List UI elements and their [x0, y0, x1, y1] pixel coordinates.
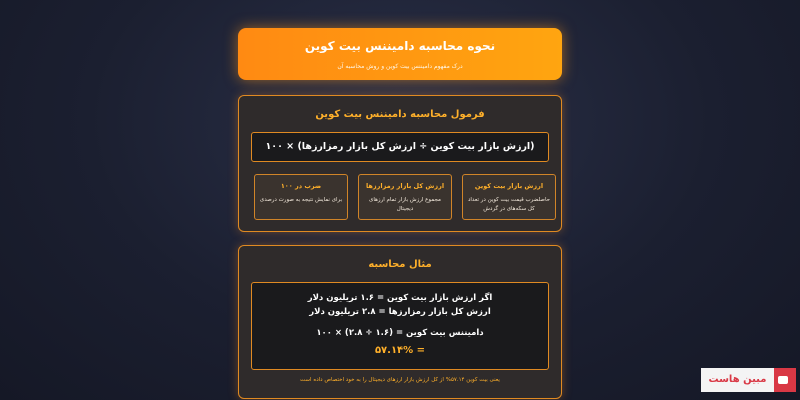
- component-box-total-market: [358, 174, 452, 220]
- component-desc: حاصلضرب قیمت بیت کوین در تعداد کل سکه‌های در گردش: [467, 197, 551, 212]
- formula-box: [251, 132, 549, 162]
- example-box: [251, 282, 549, 370]
- component-box-market-cap: [462, 174, 556, 220]
- component-box-multiply: [254, 174, 348, 220]
- component-title: ارزش بازار بیت کوین: [474, 182, 544, 190]
- header-banner: [238, 28, 562, 80]
- example-line-calculation: دامیننس بیت کوین = (۱.۶ ÷ ۲.۸) × ۱۰۰: [316, 328, 484, 338]
- logo-text: مبین هاست: [701, 368, 774, 392]
- page-title: نحوه محاسبه دامیننس بیت کوین: [304, 39, 496, 53]
- component-title: ضرب در ۱۰۰: [280, 182, 322, 190]
- formula-text: (ارزش بازار بیت کوین ÷ ارزش کل بازار رمزارزها) × ۱۰۰: [265, 141, 535, 152]
- page-subtitle: درک مفهوم دامیننس بیت کوین و روش محاسبه آن: [337, 63, 463, 70]
- example-line-btc-cap: اگر ارزش بازار بیت کوین = ۱.۶ تریلیون دلار: [307, 293, 493, 303]
- example-result: = ۵۷.۱۴%: [374, 345, 426, 356]
- component-desc: برای نمایش نتیجه به صورت درصدی: [259, 197, 343, 203]
- formula-card-title: فرمول محاسبه دامیننس بیت کوین: [315, 109, 485, 120]
- formula-card: [238, 95, 562, 232]
- mobinhost-logo: [697, 368, 800, 392]
- example-card-title: مثال محاسبه: [368, 259, 432, 270]
- example-card: [238, 245, 562, 399]
- logo-mark-icon: [774, 368, 796, 392]
- component-desc: مجموع ارزش بازار تمام ارزهای دیجیتال: [369, 197, 441, 212]
- component-title: ارزش کل بازار رمزارزها: [365, 182, 445, 190]
- example-footnote: یعنی بیت کوین ۵۷.۱۴% از کل ارزش بازار ارزهای دیجیتال را به خود اختصاص داده است: [300, 377, 500, 383]
- example-line-total-cap: ارزش کل بازار رمزارزها = ۲.۸ تریلیون دلار: [309, 307, 491, 317]
